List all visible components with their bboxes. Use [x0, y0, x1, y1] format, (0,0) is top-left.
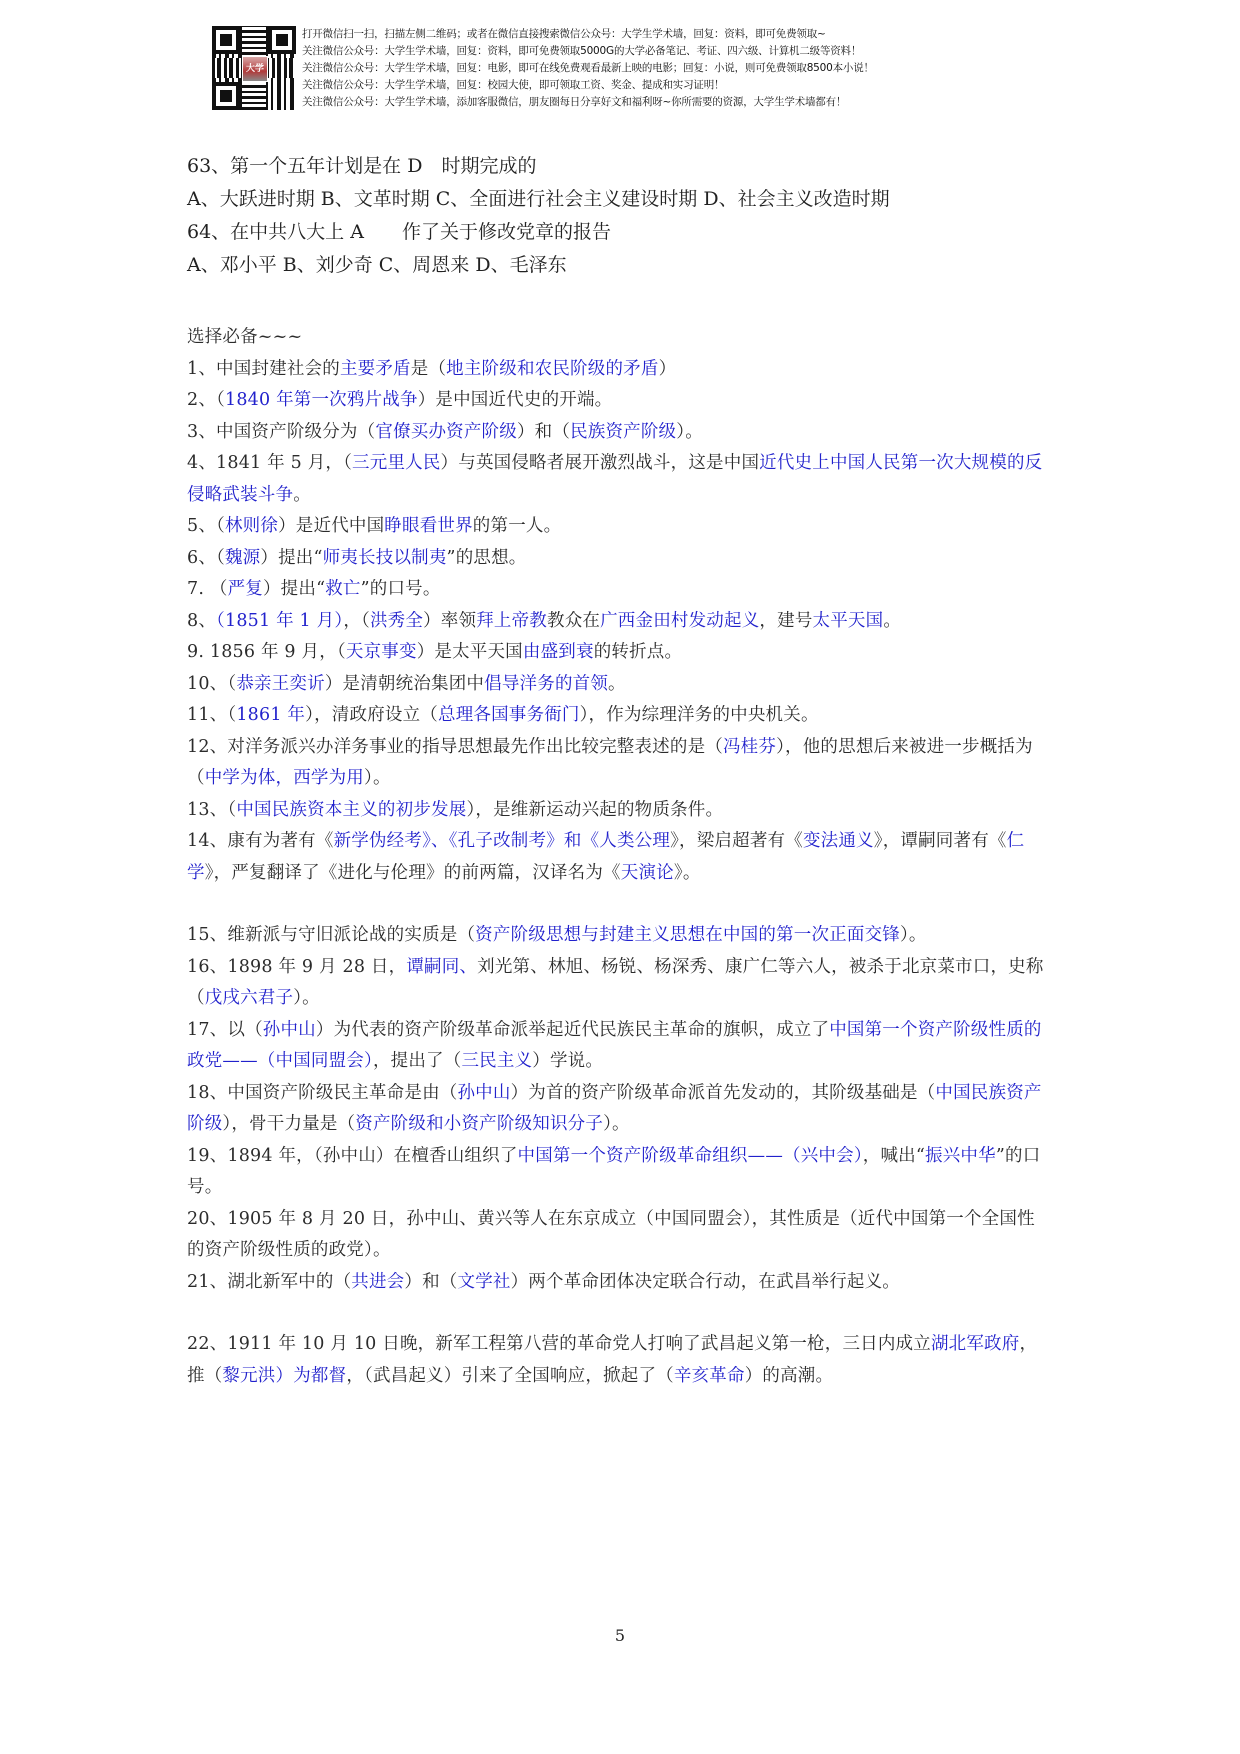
- item-text: ），骨干力量是（: [222, 1114, 356, 1134]
- item-text: 20、1905 年 8 月 20 日，孙中山、黄兴等人在东京成立（中国同盟会），其性质是（近代中国第一个全国性的资产阶级性质的政党）。: [187, 1208, 1035, 1260]
- item-text: ），作为综理洋务的中央机关。: [579, 705, 819, 725]
- highlighted-answer: 振兴中华: [925, 1145, 996, 1166]
- item-text: 教众在: [547, 610, 601, 631]
- section-title: 选择必备~~~: [187, 327, 303, 347]
- highlighted-answer: 资产阶级和小资产阶级知识分子: [355, 1114, 604, 1134]
- qr-logo-icon: 大学: [242, 56, 268, 82]
- highlighted-answer: 太平天国: [812, 610, 884, 631]
- highlighted-answer: 地主阶级和农民阶级的矛盾: [446, 358, 659, 379]
- highlighted-answer: 广西金田村发动起义: [600, 610, 760, 631]
- list-item: [187, 1267, 1047, 1299]
- question-63-options: A、大跃进时期 B、文革时期 C、全面进行社会主义建设时期 D、社会主义改造时期: [187, 188, 890, 210]
- item-text: 12、对洋务派兴办洋务事业的指导思想最先作出比较完整表述的是（: [187, 736, 723, 757]
- highlighted-answer: 孙中山: [457, 1082, 511, 1103]
- item-text: 》，梁启超著有《: [670, 831, 803, 851]
- item-text: 1、中国封建社会的: [187, 358, 340, 379]
- highlighted-answer: 孙中山: [262, 1019, 316, 1040]
- highlighted-answer: 洪秀全: [369, 610, 424, 631]
- list-item: [187, 952, 1047, 1015]
- highlighted-answer: 天演论: [620, 862, 674, 883]
- list-item: [187, 1078, 1047, 1141]
- qr-finder-icon: [212, 82, 240, 110]
- highlighted-answer: 民族资产阶级: [570, 421, 677, 442]
- item-text: 4、1841 年 5 月，（: [187, 453, 353, 473]
- list-item: [187, 511, 1047, 543]
- highlighted-answer: 新学伪经考》、《孔子改制考》和《人类公理: [333, 831, 671, 851]
- item-text: ）和（: [404, 1271, 458, 1292]
- item-text: 2、（: [187, 390, 225, 410]
- highlighted-answer: 黎元洪）为都督: [222, 1365, 347, 1386]
- item-text: 7. （: [187, 579, 228, 599]
- item-text: ”的思想。: [446, 547, 527, 568]
- highlighted-answer: 总理各国事务衙门: [438, 705, 580, 725]
- list-item: [187, 543, 1047, 575]
- highlighted-answer: 三元里人民: [352, 453, 441, 473]
- highlighted-answer: 1840 年第一次鸦片战争: [224, 390, 418, 410]
- item-text: ）和（: [516, 421, 571, 442]
- spacer: [187, 889, 1047, 920]
- list-item: [187, 574, 1047, 606]
- highlighted-answer: 戊戌六君子: [204, 988, 294, 1008]
- item-text: 14、康有为著有《: [187, 831, 334, 851]
- page-number: 5: [614, 1626, 626, 1645]
- item-text: ，（武昌起义）引来了全国响应，掀起了（: [346, 1365, 674, 1386]
- promo-line: 关注微信公众号：大学生学术墙，添加客服微信，朋友圈每日分享好文和福利呀~你所需要的资源，大学生学术墙都有！: [302, 96, 847, 108]
- item-text: ）提出“: [262, 579, 326, 599]
- list-item: [187, 606, 1047, 638]
- highlighted-answer: 谭嗣同、: [406, 956, 478, 977]
- highlighted-answer: 林则徐: [224, 516, 279, 536]
- list-item: [187, 795, 1047, 827]
- list-item: [187, 417, 1047, 449]
- qr-finder-icon: [212, 26, 240, 54]
- highlighted-answer: 文学社: [457, 1271, 511, 1292]
- item-text: ）与英国侵略者展开激烈战斗，这是中国: [440, 453, 760, 473]
- item-text: ）提出“: [260, 547, 323, 568]
- item-text: 3、中国资产阶级分为（: [187, 421, 376, 442]
- item-text: ）是近代中国: [278, 516, 385, 536]
- promo-header: [212, 26, 972, 114]
- item-text: 22、1911 年 10 月 10 日晚，新军工程第八营的革命党人打响了武昌起义第一枪，三日内成立: [187, 1334, 931, 1354]
- highlighted-answer: 天京事变: [345, 642, 417, 662]
- list-item: [187, 1204, 1047, 1267]
- item-text: ，推（: [187, 1334, 1038, 1386]
- item-text: 。: [608, 673, 626, 694]
- list-item: [187, 826, 1047, 889]
- item-text: ），他的思想后来被进一步概括为（: [187, 736, 1033, 788]
- spacer: [187, 1298, 1047, 1329]
- item-text: 9. 1856 年 9 月，（: [187, 642, 346, 662]
- item-text: ）是太平天国: [416, 642, 523, 662]
- item-text: ）率领: [423, 610, 477, 631]
- highlighted-answer: 变法通义: [802, 831, 874, 851]
- question-63: 63、第一个五年计划是在 D 时期完成的: [187, 155, 537, 177]
- item-text: ）是中国近代史的开端。: [417, 390, 613, 410]
- qr-code[interactable]: [212, 26, 296, 110]
- item-text: ）。: [293, 988, 320, 1008]
- item-text: ）两个革命团体决定联合行动，在武昌举行起义。: [510, 1271, 901, 1292]
- item-text: 13、（: [187, 799, 237, 820]
- item-text: ）。: [364, 768, 391, 788]
- item-text: 11、（: [187, 705, 237, 725]
- item-text: ），是维新运动兴起的物质条件。: [466, 799, 724, 820]
- promo-text: [302, 26, 982, 111]
- item-text: ）学说。: [532, 1051, 604, 1071]
- highlighted-answer: 中学为体，西学为用: [204, 768, 365, 788]
- list-item: [187, 920, 1047, 952]
- promo-line: 打开微信扫一扫，扫描左侧二维码；或者在微信直接搜索微信公众号：大学生学术墙，回复：资料，即可免费领取~: [302, 28, 826, 40]
- highlighted-answer: 湖北军政府: [930, 1334, 1020, 1354]
- item-text: 的转折点。: [593, 642, 683, 662]
- highlighted-answer: 主要矛盾: [339, 358, 411, 379]
- highlighted-answer: 睁眼看世界: [384, 516, 473, 536]
- promo-line: 关注微信公众号：大学生学术墙，回复：资料，即可免费领取5000G的大学必备笔记、考证、四六级、计算机二级等资料！: [302, 45, 862, 57]
- list-item: [187, 1141, 1047, 1204]
- item-text: ，提出了（: [372, 1051, 462, 1071]
- item-text: 刘光第、林旭、杨锐、杨深秀、康广仁等六人，被杀于北京菜市口，史称（: [187, 956, 1044, 1008]
- item-text: 8、: [187, 610, 217, 631]
- item-text: 的第一人。: [472, 516, 562, 536]
- item-text: ），清政府设立（: [305, 705, 438, 725]
- item-text: 》，严复翻译了《进化与伦理》的前两篇，汉译名为《: [204, 862, 621, 883]
- highlighted-answer: 救亡: [325, 579, 361, 599]
- highlighted-answer: 仁学: [187, 831, 1025, 883]
- question-64-options: A、邓小平 B、刘少奇 C、周恩来 D、毛泽东: [187, 254, 567, 276]
- highlighted-answer: 资产阶级思想与封建主义思想在中国的第一次正面交锋: [475, 925, 900, 945]
- item-text: 10、（: [187, 673, 237, 694]
- item-text: 16、1898 年 9 月 28 日，: [187, 956, 407, 977]
- list-item: [187, 637, 1047, 669]
- highlighted-answer: 中国民族资产阶级: [187, 1082, 1042, 1134]
- item-text: 19、1894 年，（孙中山）在檀香山组织了: [187, 1145, 518, 1166]
- item-text: ）为代表的资产阶级革命派举起近代民族民主革命的旗帜，成立了: [315, 1019, 830, 1040]
- qr-finder-icon: [268, 26, 296, 54]
- highlighted-answer: 1861 年: [236, 705, 306, 725]
- item-text: ”的口号。: [360, 579, 441, 599]
- list-item: [187, 700, 1047, 732]
- highlighted-answer: 魏源: [224, 547, 261, 568]
- list-item: [187, 354, 1047, 386]
- highlighted-answer: 共进会: [351, 1271, 405, 1292]
- highlighted-answer: 官僚买办资产阶级: [375, 421, 517, 442]
- highlighted-answer: 倡导洋务的首领: [484, 673, 609, 694]
- highlighted-answer: 中国第一个资产阶级革命组织——（兴中会）: [517, 1145, 863, 1166]
- item-text: ”的口号。: [187, 1145, 1041, 1197]
- highlighted-answer: （1851 年 1 月）: [216, 610, 344, 631]
- item-text: ）的高潮。: [744, 1365, 834, 1386]
- highlighted-answer: 中国第一个资产阶级性质的政党——（中国同盟会）: [187, 1019, 1042, 1071]
- highlighted-answer: 恭亲王奕䜣: [236, 673, 325, 694]
- list-item: [187, 732, 1047, 795]
- question-64: 64、在中共八大上 A 作了关于修改党章的报告: [187, 221, 611, 243]
- item-text: ）: [658, 358, 677, 379]
- item-text: ，（: [343, 610, 370, 631]
- document-body: [187, 150, 1047, 1392]
- list-item: [187, 1329, 1047, 1392]
- item-text: 5、（: [187, 516, 225, 536]
- list-item: [187, 448, 1047, 511]
- item-text: 17、以（: [187, 1019, 263, 1040]
- highlighted-answer: 师夷长技以制夷: [322, 547, 447, 568]
- item-text: 15、维新派与守旧派论战的实质是（: [187, 925, 476, 945]
- item-text: ）是清朝统治集团中: [324, 673, 485, 694]
- item-text: 18、中国资产阶级民主革命是由（: [187, 1082, 458, 1103]
- highlighted-answer: 辛亥革命: [673, 1365, 745, 1386]
- highlighted-answer: 严复: [227, 579, 263, 599]
- highlighted-answer: 冯桂芬: [722, 736, 777, 757]
- item-text: 。: [883, 610, 902, 631]
- item-text: ，建号: [759, 610, 813, 631]
- promo-line: 关注微信公众号：大学生学术墙，回复：电影，即可在线免费观看最新上映的电影；回复：小说，则可免费领取8500本小说！: [302, 62, 874, 74]
- knowledge-list: [187, 354, 1047, 1393]
- item-text: 》。: [673, 862, 701, 883]
- list-item: [187, 385, 1047, 417]
- item-text: 6、（: [187, 547, 225, 568]
- list-item: [187, 1015, 1047, 1078]
- list-item: [187, 669, 1047, 701]
- item-text: ）。: [603, 1114, 630, 1134]
- highlighted-answer: 由盛到衰: [522, 642, 594, 662]
- item-text: 21、湖北新军中的（: [187, 1271, 352, 1292]
- item-text: ）。: [899, 925, 927, 945]
- highlighted-answer: 拜上帝教: [476, 610, 547, 631]
- highlighted-answer: 近代史上中国人民第一次大规模的反侵略武装斗争: [187, 453, 1043, 505]
- item-text: ）。: [676, 421, 703, 442]
- promo-line: 关注微信公众号：大学生学术墙，回复：校园大使，即可领取工资、奖金、提成和实习证明！: [302, 79, 725, 91]
- item-text: ）为首的资产阶级革命派首先发动的，其阶级基础是（: [510, 1082, 936, 1103]
- highlighted-answer: 中国民族资本主义的初步发展: [236, 799, 467, 820]
- item-text: ，喊出“: [862, 1145, 926, 1166]
- item-text: 》，谭嗣同著有《: [873, 831, 1007, 851]
- highlighted-answer: 三民主义: [461, 1051, 533, 1071]
- item-text: 。: [293, 484, 311, 505]
- item-text: 是（: [410, 358, 447, 379]
